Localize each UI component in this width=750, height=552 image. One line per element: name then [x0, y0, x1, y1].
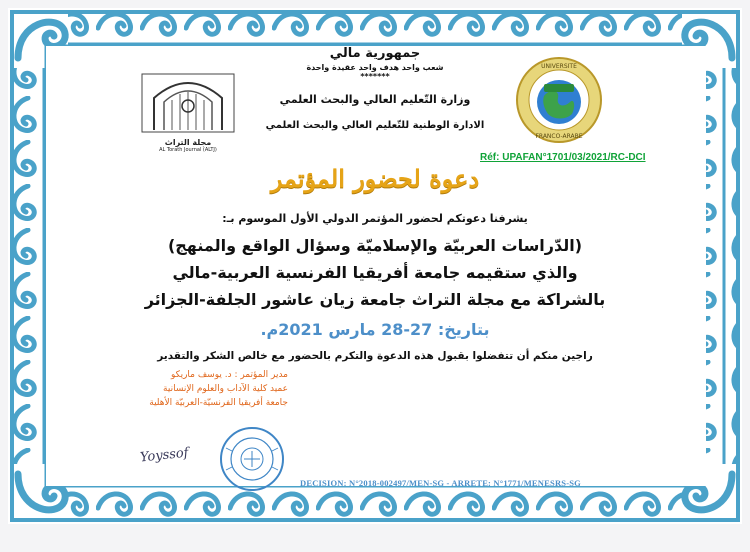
agency-name: الادارة الوطنية للتّعليم العالي والبحث العلمي: [265, 120, 485, 131]
reference-number: Réf: UPAFAN°1701/03/2021/RC-DCI: [480, 152, 646, 163]
invitation-intro: يشرفنا دعوتكم لحضور المؤتمر الدولي الأول الموسوم بـ:: [222, 212, 528, 225]
logo-caption-ar: مجلة التراث: [164, 138, 212, 147]
arch-building-icon: [140, 72, 236, 134]
svg-text:UNIVERSITE: UNIVERSITE: [541, 63, 577, 70]
decision-footer: DECISION: N°2018-002497/MEN-SG - ARRETE: N°1771/MENESRS-SG: [300, 478, 581, 488]
conference-title: (الدّراسات العربيّة والإسلاميّة وسؤال الواقع والمنهج): [167, 236, 583, 255]
country-motto: شعب واحد هدف واحد عقيدة واحدة: [306, 63, 444, 72]
partnership-line: بالشراكة مع مجلة التراث جامعة زيان عاشور الجلفة-الجزائر: [144, 290, 606, 309]
conference-date: بتاريخ: 27-28 مارس 2021م.: [260, 320, 490, 339]
organizer-line: والذي ستقيمه جامعة أفريقيا الفرنسية العربية-مالي: [172, 263, 578, 282]
closing-line: راجين منكم أن تتفضلوا بقبول هذه الدعوة والتكرم بالحضور مع خالص الشكر والتقدير: [157, 350, 593, 362]
university-line: جامعة أفريقيا الفرنسيّة-العربيّة الأهلية: [149, 398, 288, 408]
signature-block: [108, 368, 288, 410]
director-line: مدير المؤتمر : د. يوسف ماريكو: [170, 370, 288, 380]
country-name: جمهورية مالي: [329, 46, 421, 61]
certificate-title: دعوة لحضور المؤتمر: [270, 164, 480, 193]
university-seal-logo: [514, 56, 604, 144]
motto-stars: *******: [360, 72, 390, 81]
ministry-name: وزارة التّعليم العالي والبحث العلمي: [279, 93, 471, 106]
dean-line: عميد كلية الآداب والعلوم الإنسانية: [163, 384, 288, 394]
svg-text:FRANCO-ARABE: FRANCO-ARABE: [535, 133, 583, 140]
handwritten-signature: Yoyssof: [139, 445, 190, 466]
torath-journal-logo: [140, 72, 236, 152]
logo-caption-en: AL Torath Journal (ALTJ): [159, 147, 217, 153]
official-stamp: [218, 426, 286, 492]
